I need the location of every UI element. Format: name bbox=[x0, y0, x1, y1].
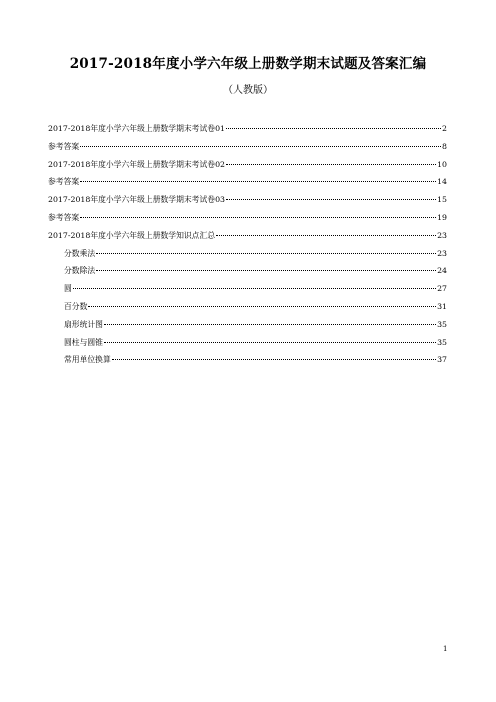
toc-entry-page: 35 bbox=[437, 337, 447, 347]
toc-subentry[interactable] bbox=[48, 262, 447, 280]
toc-entry[interactable] bbox=[48, 173, 447, 191]
toc-leader-dots bbox=[226, 128, 441, 129]
toc-entry-page: 23 bbox=[437, 248, 447, 258]
toc-leader-dots bbox=[216, 235, 436, 236]
toc-entry[interactable] bbox=[48, 227, 447, 245]
toc-leader-dots bbox=[73, 288, 436, 289]
toc-entry-page: 31 bbox=[437, 301, 447, 311]
toc-leader-dots bbox=[104, 324, 436, 325]
toc-entry-title: 2017-2018年度小学六年级上册数学期末考试卷03 bbox=[48, 195, 225, 205]
toc-subentry[interactable] bbox=[48, 351, 447, 369]
toc-leader-dots bbox=[226, 199, 436, 200]
page-number: 1 bbox=[443, 645, 448, 653]
toc-entry[interactable] bbox=[48, 120, 447, 138]
toc-entry-page: 27 bbox=[437, 284, 447, 294]
toc-entry-title: 分数除法 bbox=[64, 266, 96, 276]
toc-entry-title: 参考答案 bbox=[48, 141, 80, 151]
toc-entry-title: 常用单位换算 bbox=[64, 355, 111, 365]
toc-entry-page: 37 bbox=[437, 355, 447, 365]
toc-leader-dots bbox=[80, 217, 436, 218]
toc-entry-title: 扇形统计图 bbox=[64, 319, 103, 329]
toc-leader-dots bbox=[80, 181, 436, 182]
document-subtitle: （人教版） bbox=[223, 85, 273, 96]
toc-entry-page: 14 bbox=[437, 177, 447, 187]
toc-subentry[interactable] bbox=[48, 280, 447, 298]
toc-leader-dots bbox=[96, 270, 436, 271]
toc-entry-page: 10 bbox=[437, 159, 447, 169]
toc-entry-page: 2 bbox=[442, 124, 447, 133]
toc-entry-title: 参考答案 bbox=[48, 177, 80, 187]
document-title: 2017-2018年度小学六年级上册数学期末试题及答案汇编 bbox=[69, 56, 427, 72]
toc-subentry[interactable] bbox=[48, 245, 447, 263]
toc-entry[interactable] bbox=[48, 191, 447, 209]
toc-entry-page: 8 bbox=[442, 141, 447, 151]
toc-subentry[interactable] bbox=[48, 298, 447, 316]
toc-leader-dots bbox=[88, 306, 436, 307]
toc-entry-title: 分数乘法 bbox=[64, 248, 96, 258]
toc-entry-page: 24 bbox=[437, 266, 447, 276]
toc-entry-title: 百分数 bbox=[64, 301, 88, 311]
toc-subentry[interactable] bbox=[48, 316, 447, 334]
toc-entry-page: 23 bbox=[437, 230, 447, 240]
toc-entry[interactable] bbox=[48, 209, 447, 227]
table-of-contents bbox=[48, 120, 447, 369]
toc-entry-title: 2017-2018年度小学六年级上册数学知识点汇总 bbox=[48, 230, 216, 240]
toc-entry[interactable] bbox=[48, 156, 447, 174]
toc-entry-title: 2017-2018年度小学六年级上册数学期末考试卷02 bbox=[48, 159, 225, 169]
toc-entry-title: 圆柱与圆锥 bbox=[64, 337, 103, 347]
toc-leader-dots bbox=[96, 253, 436, 254]
toc-entry-page: 19 bbox=[437, 212, 447, 222]
toc-leader-dots bbox=[104, 342, 436, 343]
toc-entry-page: 15 bbox=[437, 195, 447, 205]
toc-entry[interactable] bbox=[48, 138, 447, 156]
toc-entry-title: 圆 bbox=[64, 284, 72, 294]
toc-leader-dots bbox=[80, 146, 441, 147]
toc-subentry[interactable] bbox=[48, 334, 447, 352]
toc-leader-dots bbox=[112, 359, 436, 360]
toc-entry-page: 35 bbox=[437, 319, 447, 329]
toc-leader-dots bbox=[226, 164, 436, 165]
toc-entry-title: 参考答案 bbox=[48, 212, 80, 222]
toc-entry-title: 2017-2018年度小学六年级上册数学期末考试卷01 bbox=[48, 124, 225, 133]
